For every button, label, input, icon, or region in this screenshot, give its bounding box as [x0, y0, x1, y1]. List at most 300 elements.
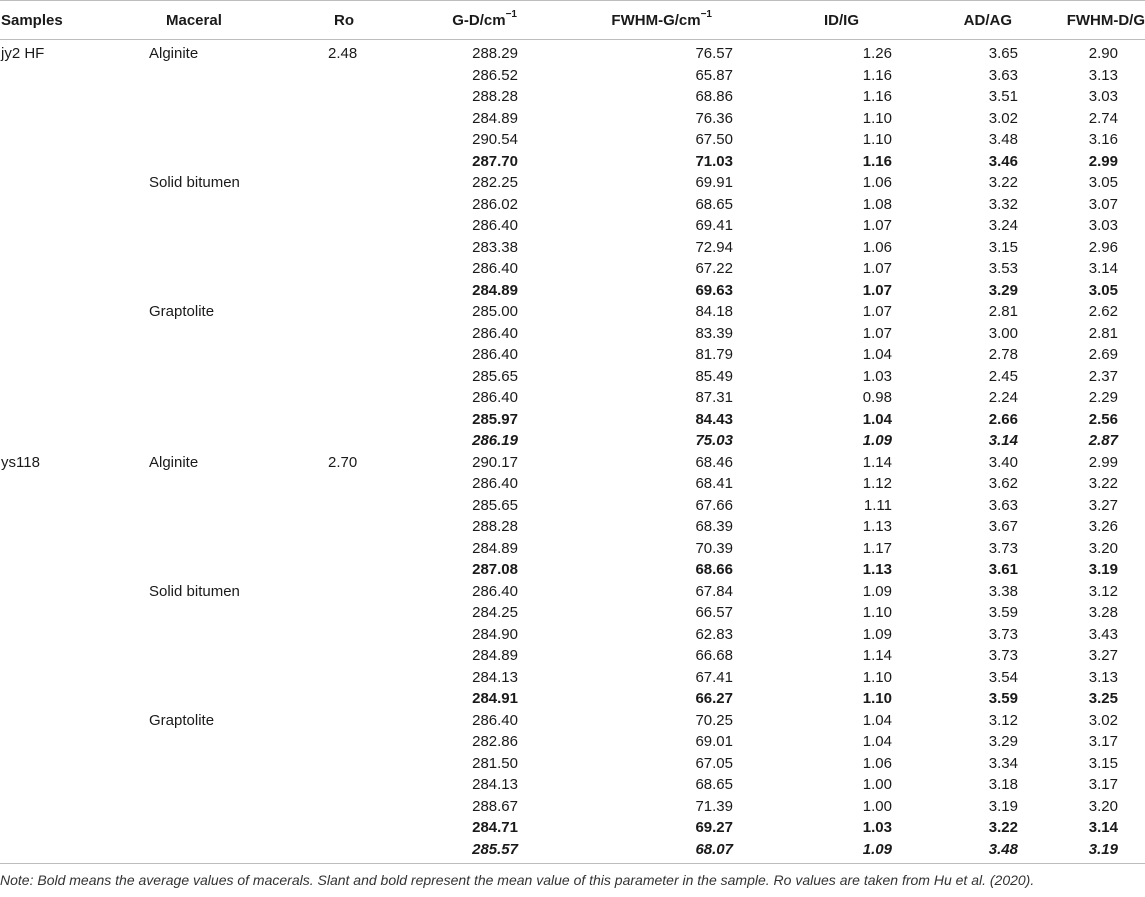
cell-maceral [137, 839, 287, 864]
cell-maceral: Alginite [149, 45, 199, 62]
cell-g-d: 284.90 [472, 625, 518, 643]
cell-id-ig: 1.07 [862, 260, 892, 277]
cell-sample [0, 151, 137, 173]
cell-g-d: 287.08 [472, 561, 518, 578]
cell-fwhm-d-g: 2.56 [1088, 410, 1118, 428]
cell-g-d: 288.28 [472, 88, 518, 105]
cell-ad-ag: 3.63 [988, 66, 1018, 84]
cell-sample [0, 129, 137, 151]
table-row [0, 151, 1145, 173]
cell-ad-ag: 3.62 [988, 475, 1018, 492]
cell-sample [0, 731, 137, 753]
cell-sample [0, 817, 137, 839]
cell-ro [287, 237, 382, 259]
cell-ro [287, 172, 382, 194]
cell-ro [287, 366, 382, 388]
cell-fwhm-d-g: 2.96 [1088, 238, 1118, 256]
cell-g-d: 286.40 [472, 346, 518, 363]
cell-fwhm-g: 66.57 [695, 604, 733, 621]
cell-ad-ag: 3.54 [988, 668, 1018, 686]
cell-ad-ag: 2.24 [988, 389, 1018, 406]
cell-ro [287, 194, 382, 216]
cell-fwhm-d-g: 3.02 [1088, 711, 1118, 729]
cell-ad-ag: 3.46 [988, 152, 1018, 170]
header-ro: Ro [287, 1, 382, 40]
cell-fwhm-g: 84.43 [695, 410, 733, 428]
cell-fwhm-d-g: 2.90 [1088, 45, 1118, 62]
cell-fwhm-d-g: 3.14 [1088, 260, 1118, 277]
cell-id-ig: 1.09 [862, 432, 892, 449]
cell-ro [287, 817, 382, 839]
header-fwhm-g [518, 1, 733, 40]
cell-fwhm-g: 67.05 [695, 754, 733, 772]
table-row [0, 129, 1145, 151]
cell-fwhm-g: 69.63 [695, 281, 733, 299]
cell-fwhm-d-g: 3.05 [1088, 174, 1118, 191]
cell-id-ig: 1.04 [862, 711, 892, 729]
table-row [0, 473, 1145, 495]
cell-id-ig: 1.12 [862, 475, 892, 492]
cell-fwhm-d-g: 3.07 [1088, 195, 1118, 213]
table-row [0, 65, 1145, 87]
cell-maceral [137, 323, 287, 345]
cell-id-ig: 1.09 [733, 839, 893, 864]
cell-g-d: 284.71 [472, 819, 518, 836]
cell-ro [287, 258, 382, 280]
cell-sample [0, 387, 137, 409]
cell-id-ig: 1.16 [862, 88, 892, 105]
header-ad-ag: AD/AG [893, 1, 1018, 40]
cell-sample [0, 688, 137, 710]
cell-fwhm-d-g: 2.81 [1088, 324, 1118, 342]
cell-maceral [137, 731, 287, 753]
cell-sample [0, 495, 137, 517]
cell-maceral [137, 129, 287, 151]
cell-ad-ag: 2.78 [988, 346, 1018, 363]
cell-id-ig: 1.06 [862, 174, 892, 191]
cell-maceral [137, 774, 287, 796]
cell-g-d: 286.19 [472, 432, 518, 449]
cell-maceral [137, 602, 287, 624]
cell-ad-ag: 3.22 [988, 174, 1018, 191]
cell-id-ig: 1.13 [862, 561, 892, 578]
cell-g-d: 282.25 [472, 174, 518, 191]
cell-id-ig: 1.06 [862, 238, 892, 256]
cell-ad-ag: 3.53 [988, 260, 1018, 277]
table-footnote: Note: Bold means the average values of macerals. Slant and bold represent the mean value of this parameter in the sample. Ro values are taken from Hu et al. (2020). [0, 872, 1035, 888]
cell-ad-ag: 3.38 [988, 582, 1018, 600]
cell-sample [0, 65, 137, 87]
cell-maceral [137, 817, 287, 839]
cell-maceral [137, 108, 287, 130]
cell-g-d: 286.40 [472, 582, 518, 600]
cell-id-ig: 1.10 [862, 604, 892, 621]
cell-sample [0, 602, 137, 624]
cell-ad-ag: 3.00 [988, 324, 1018, 342]
cell-maceral: Graptolite [149, 711, 215, 729]
cell-id-ig: 1.06 [862, 754, 892, 772]
cell-fwhm-g: 76.36 [695, 109, 733, 127]
cell-ad-ag: 3.59 [988, 604, 1018, 621]
cell-maceral [137, 624, 287, 646]
cell-ro [287, 129, 382, 151]
cell-ad-ag: 3.34 [988, 754, 1018, 772]
cell-ro [287, 538, 382, 560]
cell-id-ig: 0.98 [862, 389, 892, 406]
cell-maceral [137, 538, 287, 560]
cell-g-d: 288.29 [472, 45, 518, 62]
cell-sample [0, 86, 137, 108]
table-row [0, 624, 1145, 646]
cell-g-d: 286.40 [472, 475, 518, 492]
cell-ad-ag: 3.63 [988, 496, 1018, 514]
cell-sample [0, 774, 137, 796]
cell-maceral: Solid bitumen [149, 582, 240, 600]
cell-g-d: 288.28 [472, 518, 518, 535]
cell-ro [287, 796, 382, 818]
cell-ad-ag: 3.14 [988, 432, 1018, 449]
cell-ad-ag: 3.59 [988, 690, 1018, 707]
cell-id-ig: 1.14 [862, 647, 892, 664]
cell-maceral [137, 366, 287, 388]
cell-sample [0, 667, 137, 689]
table-row [0, 430, 1145, 452]
cell-g-d: 287.70 [472, 152, 518, 170]
header-g-d-label: G-D/cm [452, 11, 506, 29]
cell-id-ig: 1.07 [862, 303, 892, 320]
cell-maceral [137, 387, 287, 409]
table-row [0, 280, 1145, 302]
cell-g-d: 284.89 [472, 281, 518, 299]
table-row [0, 409, 1145, 431]
cell-fwhm-g: 68.66 [695, 561, 733, 578]
cell-ro [287, 667, 382, 689]
cell-id-ig: 1.11 [863, 496, 892, 514]
cell-fwhm-d-g: 2.99 [1088, 453, 1118, 471]
cell-fwhm-g: 71.39 [695, 797, 733, 815]
table-row [0, 301, 1145, 323]
cell-id-ig: 1.10 [862, 131, 892, 148]
cell-fwhm-g: 62.83 [695, 625, 733, 643]
table-row [0, 753, 1145, 775]
cell-maceral [137, 688, 287, 710]
cell-fwhm-g: 69.91 [695, 174, 733, 191]
cell-fwhm-d-g: 3.27 [1088, 647, 1118, 664]
cell-g-d: 284.89 [472, 647, 518, 664]
cell-ad-ag: 3.40 [988, 453, 1018, 471]
cell-g-d: 285.97 [472, 410, 518, 428]
cell-id-ig: 1.04 [862, 410, 892, 428]
cell-id-ig: 1.26 [862, 45, 892, 62]
table-header [0, 1, 1145, 40]
cell-fwhm-g: 72.94 [695, 238, 733, 256]
cell-id-ig: 1.00 [862, 797, 892, 815]
cell-sample [0, 430, 137, 452]
cell-fwhm-g: 81.79 [695, 346, 733, 363]
cell-id-ig: 1.10 [862, 690, 892, 707]
cell-id-ig: 1.04 [862, 733, 892, 750]
cell-g-d: 285.00 [472, 303, 518, 320]
cell-g-d: 286.40 [472, 389, 518, 406]
cell-ro [287, 430, 382, 452]
cell-g-d: 286.02 [472, 195, 518, 213]
table-body [0, 40, 1145, 864]
cell-ro: 2.70 [328, 453, 358, 471]
cell-ro [287, 323, 382, 345]
cell-maceral [137, 645, 287, 667]
cell-maceral [137, 495, 287, 517]
cell-g-d: 285.65 [472, 496, 518, 514]
cell-sample [0, 753, 137, 775]
cell-maceral [137, 516, 287, 538]
cell-id-ig: 1.16 [862, 152, 892, 170]
cell-fwhm-d-g: 3.17 [1088, 733, 1118, 750]
cell-fwhm-g: 84.18 [695, 303, 733, 320]
cell-fwhm-d-g: 2.29 [1088, 389, 1118, 406]
cell-ad-ag: 2.45 [988, 367, 1018, 385]
table-row [0, 538, 1145, 560]
cell-ad-ag: 3.22 [988, 819, 1018, 836]
cell-g-d: 285.65 [472, 367, 518, 385]
cell-ro [287, 108, 382, 130]
cell-sample [0, 172, 137, 194]
cell-sample [0, 301, 137, 323]
cell-fwhm-d-g: 3.03 [1088, 88, 1118, 105]
cell-fwhm-g: 70.25 [695, 711, 733, 729]
table-row [0, 688, 1145, 710]
cell-ro [287, 86, 382, 108]
cell-sample [0, 194, 137, 216]
cell-sample [0, 280, 137, 302]
cell-g-d: 288.67 [472, 797, 518, 815]
cell-sample [0, 710, 137, 732]
cell-maceral [137, 409, 287, 431]
cell-ad-ag: 3.12 [988, 711, 1018, 729]
header-maceral: Maceral [137, 1, 287, 40]
cell-g-d: 286.40 [472, 324, 518, 342]
cell-id-ig: 1.03 [862, 367, 892, 385]
cell-sample [0, 366, 137, 388]
cell-fwhm-g: 67.22 [695, 260, 733, 277]
table-row [0, 86, 1145, 108]
table-row [0, 839, 1145, 864]
cell-g-d: 283.38 [472, 238, 518, 256]
cell-g-d: 286.40 [472, 217, 518, 234]
cell-ro [287, 774, 382, 796]
cell-ro [287, 645, 382, 667]
cell-ad-ag: 3.73 [988, 539, 1018, 557]
cell-ro [287, 602, 382, 624]
table-row [0, 323, 1145, 345]
cell-ad-ag: 3.61 [988, 561, 1018, 578]
table-row [0, 645, 1145, 667]
cell-g-d: 284.89 [472, 109, 518, 127]
cell-id-ig: 1.10 [862, 109, 892, 127]
cell-sample [0, 559, 137, 581]
table-row [0, 172, 1145, 194]
cell-maceral [137, 237, 287, 259]
cell-maceral [137, 667, 287, 689]
cell-ad-ag: 3.32 [988, 195, 1018, 213]
cell-maceral [137, 753, 287, 775]
cell-sample [0, 645, 137, 667]
cell-sample [0, 538, 137, 560]
cell-ro [287, 387, 382, 409]
cell-id-ig: 1.03 [862, 819, 892, 836]
table-row [0, 366, 1145, 388]
cell-g-d: 284.13 [472, 776, 518, 793]
cell-fwhm-g: 66.27 [695, 690, 733, 707]
header-g-d [382, 1, 518, 40]
cell-fwhm-g: 67.50 [695, 131, 733, 148]
cell-ad-ag: 3.65 [988, 45, 1018, 62]
cell-maceral [137, 65, 287, 87]
cell-fwhm-g: 66.68 [695, 647, 733, 664]
cell-ad-ag: 3.15 [988, 238, 1018, 256]
table-row [0, 237, 1145, 259]
cell-ad-ag: 3.02 [988, 109, 1018, 127]
cell-ro [287, 65, 382, 87]
table-row [0, 581, 1145, 603]
cell-fwhm-d-g: 3.12 [1088, 582, 1118, 600]
cell-ro: 2.48 [328, 45, 358, 62]
table-row [0, 108, 1145, 130]
cell-id-ig: 1.17 [862, 539, 892, 557]
cell-maceral [137, 559, 287, 581]
cell-ro [287, 731, 382, 753]
cell-id-ig: 1.09 [862, 582, 892, 600]
cell-ad-ag: 3.24 [988, 217, 1018, 234]
cell-ro [287, 473, 382, 495]
cell-fwhm-d-g: 3.43 [1088, 625, 1118, 643]
cell-sample [0, 108, 137, 130]
cell-ad-ag: 3.18 [988, 776, 1018, 793]
cell-ro [287, 688, 382, 710]
cell-maceral [137, 430, 287, 452]
cell-fwhm-d-g: 2.99 [1088, 152, 1118, 170]
cell-fwhm-g: 69.27 [695, 819, 733, 836]
table-row [0, 258, 1145, 280]
cell-fwhm-d-g: 3.15 [1088, 754, 1118, 772]
cell-ro [287, 495, 382, 517]
cell-fwhm-g: 68.46 [695, 453, 733, 471]
table-row [0, 774, 1145, 796]
cell-fwhm-g: 70.39 [695, 539, 733, 557]
cell-g-d: 284.13 [472, 668, 518, 686]
table-row [0, 387, 1145, 409]
cell-id-ig: 1.16 [862, 66, 892, 84]
cell-ad-ag: 3.19 [988, 797, 1018, 815]
cell-fwhm-g: 67.41 [695, 668, 733, 686]
cell-g-d: 286.52 [472, 66, 518, 84]
cell-g-d: 286.40 [472, 260, 518, 277]
cell-ro [287, 280, 382, 302]
table-row [0, 344, 1145, 366]
cell-sample [0, 473, 137, 495]
cell-fwhm-d-g: 3.26 [1088, 518, 1118, 535]
cell-maceral [137, 344, 287, 366]
cell-fwhm-d-g: 2.62 [1088, 303, 1118, 320]
cell-ro [287, 344, 382, 366]
cell-ad-ag: 3.73 [988, 647, 1018, 664]
table-row [0, 602, 1145, 624]
cell-fwhm-d-g: 2.69 [1088, 346, 1118, 363]
cell-ad-ag: 3.73 [988, 625, 1018, 643]
cell-fwhm-d-g: 2.74 [1088, 109, 1118, 127]
cell-maceral: Alginite [149, 453, 199, 471]
cell-g-d: 284.25 [472, 604, 518, 621]
table-row [0, 40, 1145, 65]
cell-ro [287, 301, 382, 323]
cell-fwhm-d-g: 3.27 [1088, 496, 1118, 514]
cell-sample [0, 258, 137, 280]
header-id-ig: ID/IG [733, 1, 893, 40]
cell-id-ig: 1.10 [862, 668, 892, 686]
cell-maceral [137, 796, 287, 818]
cell-fwhm-d-g: 3.13 [1088, 668, 1118, 686]
cell-fwhm-d-g: 3.28 [1088, 604, 1118, 621]
cell-maceral [137, 215, 287, 237]
cell-ro [287, 581, 382, 603]
cell-ad-ag: 3.29 [988, 733, 1018, 750]
cell-id-ig: 1.13 [862, 518, 892, 535]
cell-ad-ag: 3.29 [988, 281, 1018, 299]
cell-sample [0, 839, 137, 864]
cell-g-d: 286.40 [472, 711, 518, 729]
cell-fwhm-d-g: 3.14 [1088, 819, 1118, 836]
cell-ro [287, 710, 382, 732]
cell-fwhm-g: 75.03 [695, 432, 733, 449]
cell-maceral [137, 258, 287, 280]
cell-ad-ag: 3.48 [988, 131, 1018, 148]
cell-sample: jy2 HF [1, 45, 45, 62]
cell-g-d: 285.57 [382, 839, 518, 864]
cell-id-ig: 1.08 [862, 195, 892, 213]
cell-fwhm-g: 71.03 [695, 152, 733, 170]
cell-maceral [137, 194, 287, 216]
cell-g-d: 282.86 [472, 733, 518, 750]
cell-ro [287, 409, 382, 431]
cell-sample [0, 237, 137, 259]
cell-fwhm-g: 67.84 [695, 582, 733, 600]
cell-ro [287, 839, 382, 864]
cell-fwhm-d-g: 3.16 [1088, 131, 1118, 148]
cell-ad-ag: 3.51 [988, 88, 1018, 105]
cell-fwhm-g: 68.65 [695, 195, 733, 213]
header-row [0, 1, 1145, 40]
table-row [0, 452, 1145, 474]
cell-maceral [137, 151, 287, 173]
cell-sample [0, 581, 137, 603]
cell-g-d: 290.54 [472, 131, 518, 148]
cell-ro [287, 151, 382, 173]
header-fwhm-d-g: FWHM-D/G [1018, 1, 1145, 40]
cell-fwhm-g: 83.39 [695, 324, 733, 342]
cell-fwhm-g: 68.07 [518, 839, 733, 864]
cell-id-ig: 1.07 [862, 281, 892, 299]
cell-id-ig: 1.07 [862, 217, 892, 234]
cell-fwhm-g: 68.86 [695, 88, 733, 105]
cell-g-d: 284.91 [472, 690, 518, 707]
header-samples: Samples [0, 1, 137, 40]
table-row [0, 516, 1145, 538]
cell-g-d: 290.17 [472, 453, 518, 471]
table-row [0, 495, 1145, 517]
cell-fwhm-g: 69.41 [695, 217, 733, 234]
table-row [0, 667, 1145, 689]
cell-ro [287, 516, 382, 538]
cell-maceral [137, 473, 287, 495]
